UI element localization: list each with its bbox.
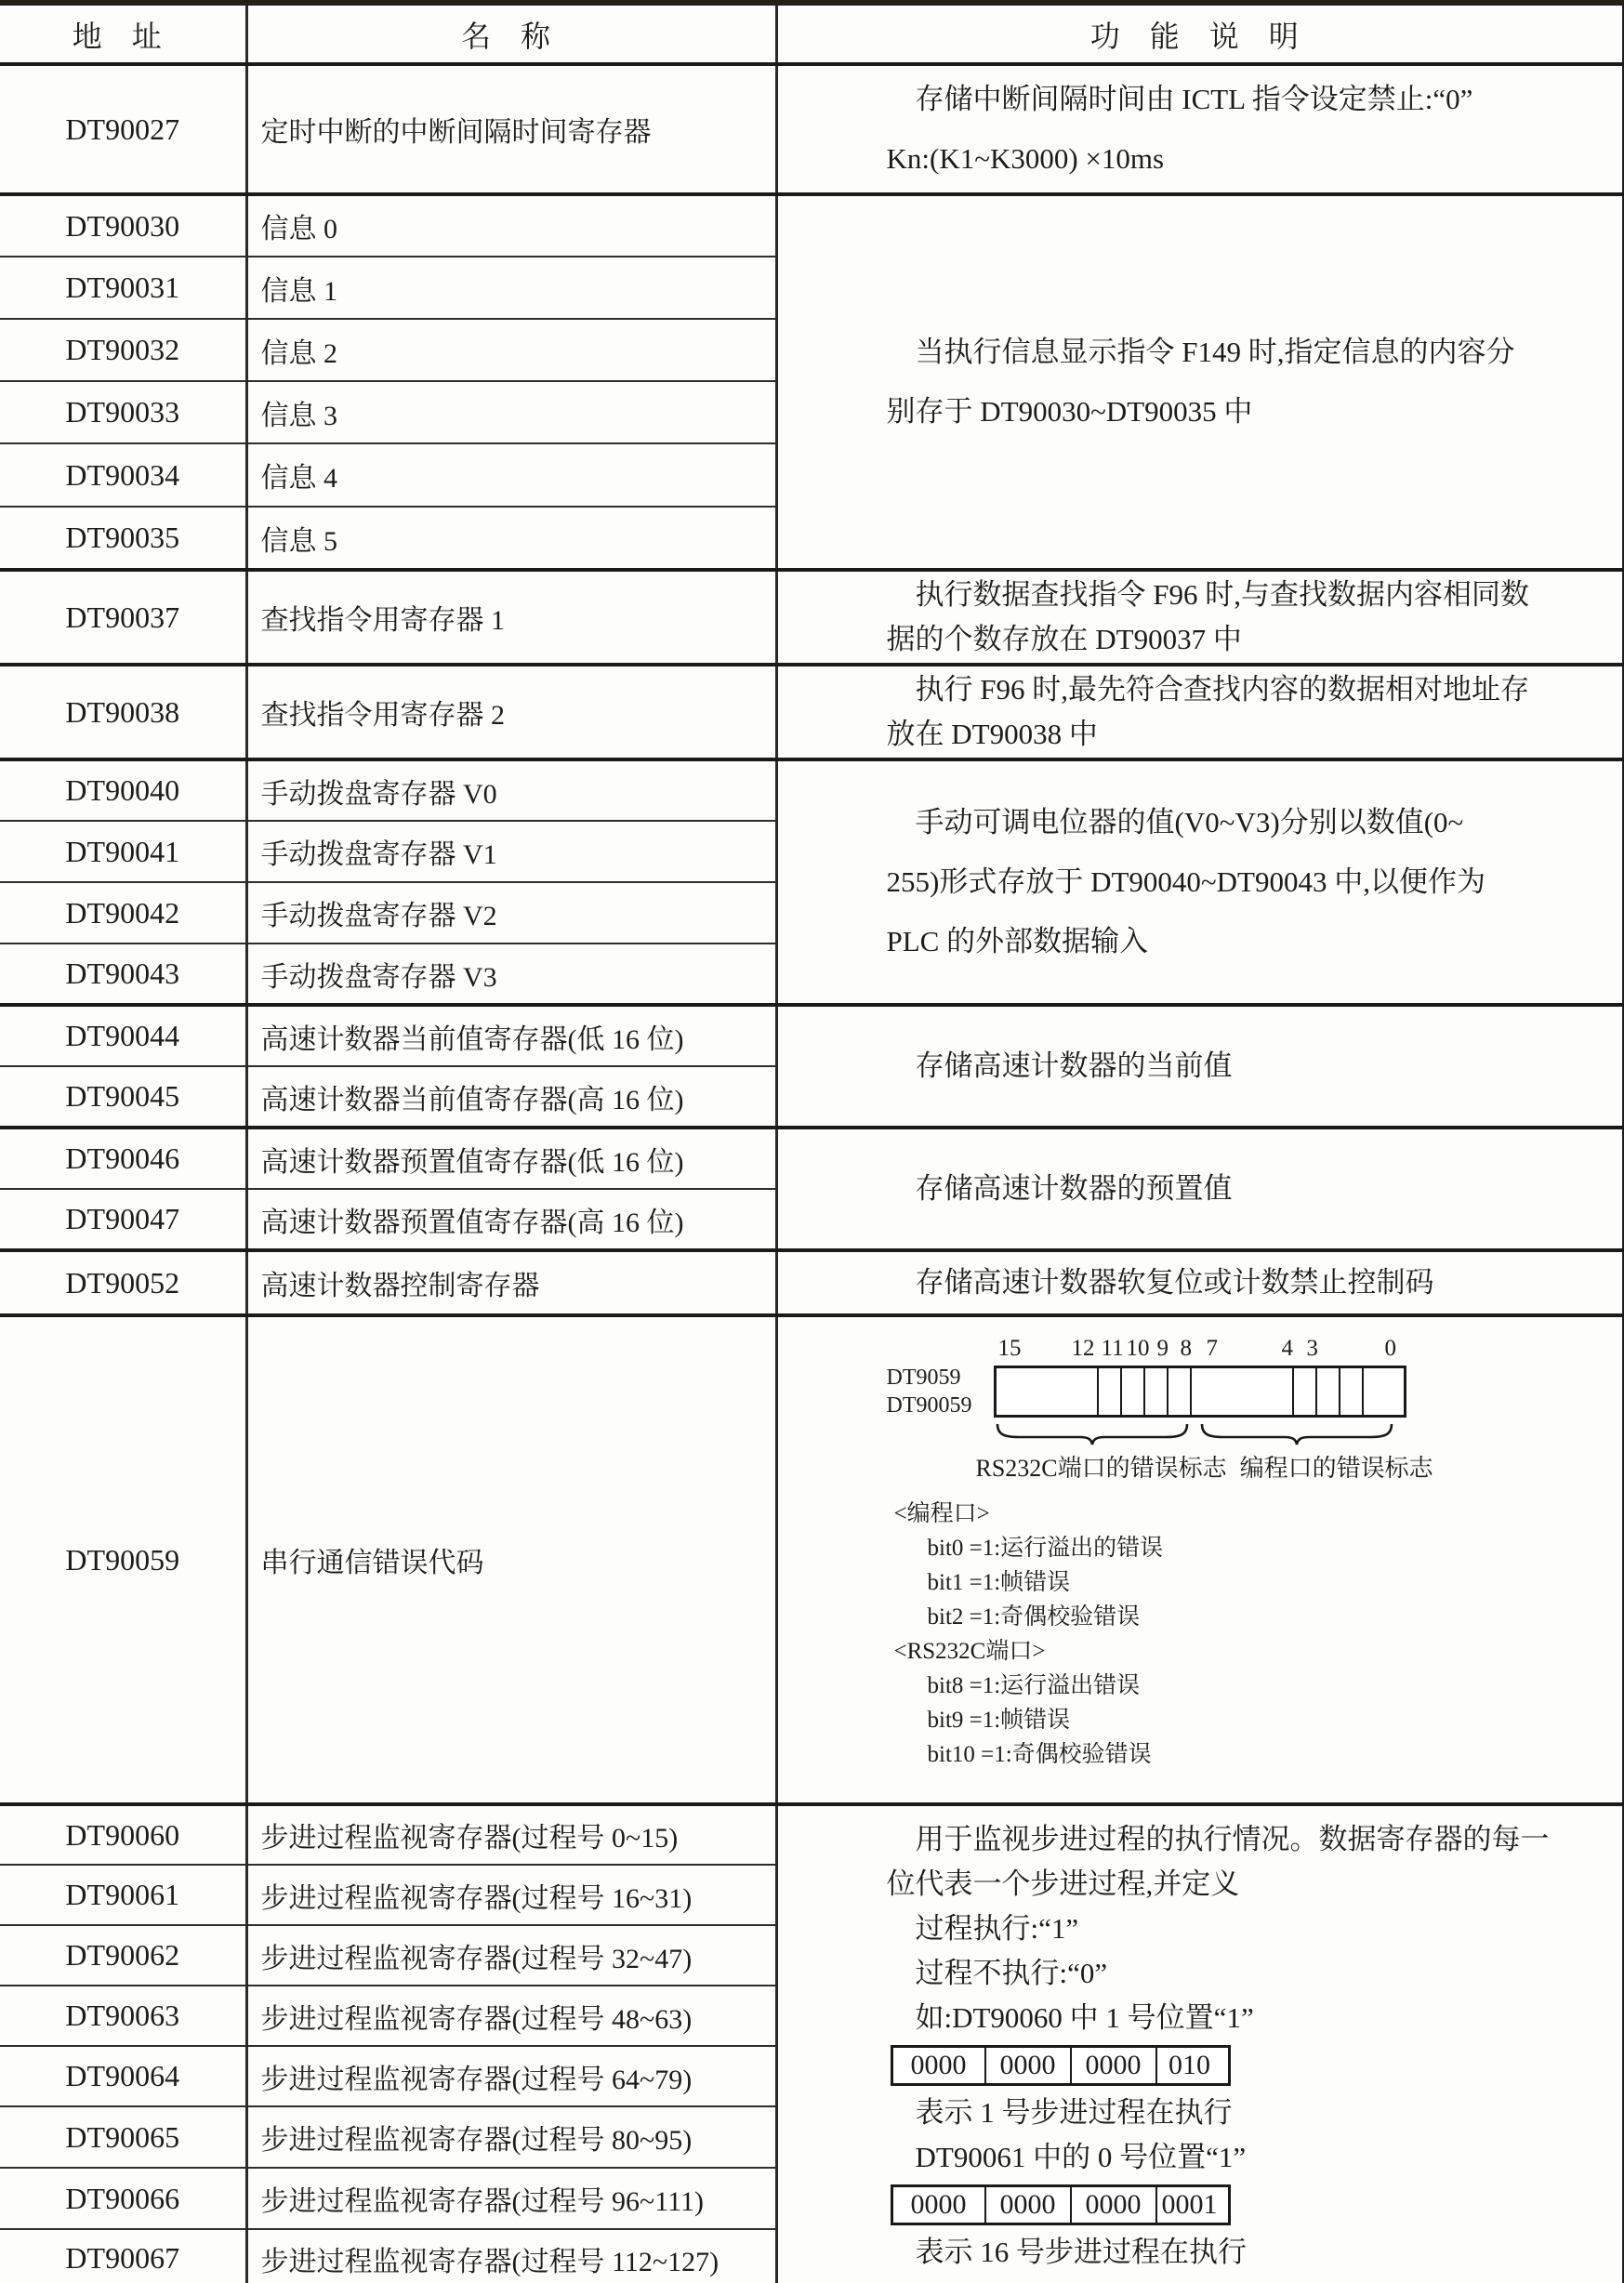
name-cell: 手动拨盘寄存器 V2	[246, 882, 776, 944]
bit-number-label: 3	[1306, 1336, 1318, 1361]
register-diagram	[887, 1364, 1623, 1419]
address-cell: DT90040	[0, 759, 246, 821]
bit-pattern-cell: 0000	[893, 2187, 986, 2223]
function-cell	[776, 665, 1624, 759]
bit-pattern-cell: 010	[1168, 2050, 1210, 2080]
address-cell: DT90038	[0, 665, 246, 759]
function-line: DT90061 中的 0 号位置“1”	[915, 2141, 1247, 2173]
underbrace-row	[995, 1421, 1623, 1445]
table-row	[0, 194, 1624, 257]
function-line: Kn:(K1~K3000) ×10ms	[886, 142, 1165, 175]
name-cell: 步进过程监视寄存器(过程号 32~47)	[246, 1925, 776, 1986]
function-line: PLC 的外部数据输入	[886, 925, 1149, 957]
table-row	[0, 1804, 1624, 1865]
name-cell: 步进过程监视寄存器(过程号 0~15)	[246, 1804, 776, 1865]
right-underbrace-icon	[1199, 1421, 1394, 1445]
function-line: 存储高速计数器软复位或计数禁止控制码	[915, 1266, 1434, 1299]
bit-pattern-cell: 0000	[986, 2048, 1072, 2083]
bit-number-label: 15	[997, 1336, 1022, 1361]
address-cell: DT90061	[0, 1865, 246, 1925]
function-line: 位代表一个步进过程,并定义	[886, 1867, 1240, 1900]
function-cell-merged	[776, 1128, 1624, 1250]
table-row	[0, 1315, 1624, 1804]
bit-def-heading: <RS232C端口>	[893, 1639, 1046, 1664]
address-cell: DT90046	[0, 1128, 246, 1189]
name-cell: 高速计数器预置值寄存器(低 16 位)	[246, 1128, 776, 1189]
address-cell: DT90066	[0, 2168, 246, 2229]
table-header-row	[0, 3, 1624, 64]
name-cell: 定时中断的中断间隔时间寄存器	[246, 64, 776, 194]
name-cell: 手动拨盘寄存器 V0	[246, 759, 776, 821]
address-cell: DT90033	[0, 381, 246, 443]
address-cell: DT90031	[0, 257, 246, 319]
register-label: DT90059	[886, 1393, 972, 1418]
name-cell: 查找指令用寄存器 2	[246, 665, 776, 759]
function-line: 执行 F96 时,最先符合查找内容的数据相对地址存	[915, 673, 1529, 706]
header-function: 功 能 说 明	[776, 3, 1624, 64]
brace-label-programming-port: 编程口的错误标志	[1239, 1455, 1433, 1482]
bit-number-label: 0	[1384, 1336, 1396, 1361]
address-cell: DT90027	[0, 64, 246, 194]
bit-cell	[1340, 1368, 1364, 1415]
address-cell: DT90043	[0, 944, 246, 1005]
address-cell: DT90063	[0, 1986, 246, 2046]
address-cell: DT90059	[0, 1315, 246, 1804]
bit-cell	[1099, 1368, 1122, 1415]
header-address: 地 址	[0, 3, 246, 64]
bit-definitions	[887, 1497, 1623, 1772]
name-cell: 查找指令用寄存器 1	[246, 570, 776, 665]
bit-cell	[1122, 1368, 1145, 1415]
bit-number-label: 9	[1156, 1336, 1168, 1361]
function-line: 255)形式存放于 DT90040~DT90043 中,以便作为	[886, 865, 1485, 898]
bit-def-line: bit1 =1:帧错误	[927, 1570, 1071, 1595]
bit-pattern-cell: 0000	[893, 2048, 986, 2083]
function-cell	[776, 64, 1624, 194]
function-line: 放在 DT90038 中	[886, 718, 1098, 750]
name-cell: 信息 4	[246, 443, 776, 507]
bit-cell	[1364, 1368, 1387, 1415]
bit-cell	[1317, 1368, 1340, 1415]
function-cell-merged	[776, 759, 1624, 1005]
function-line: 据的个数存放在 DT90037 中	[886, 623, 1242, 655]
table-row	[0, 1005, 1624, 1066]
function-line: 用于监视步进过程的执行情况。数据寄存器的每一	[915, 1823, 1550, 1855]
table-row	[0, 759, 1624, 821]
name-cell: 信息 3	[246, 381, 776, 443]
bit-def-line: bit0 =1:运行溢出的错误	[927, 1536, 1164, 1561]
bit-cell	[997, 1368, 1099, 1415]
function-line: 存储高速计数器的预置值	[915, 1172, 1233, 1205]
bit-number-label: 4	[1281, 1336, 1293, 1361]
name-cell: 手动拨盘寄存器 V1	[246, 821, 776, 882]
address-cell: DT90035	[0, 507, 246, 570]
function-line: 表示 16 号步进过程在执行	[915, 2236, 1247, 2268]
bit-cell	[1192, 1368, 1294, 1415]
name-cell: 高速计数器控制寄存器	[246, 1250, 776, 1315]
bit-def-line: bit10 =1:奇偶校验错误	[927, 1742, 1152, 1767]
table-row	[0, 665, 1624, 759]
address-cell: DT90047	[0, 1189, 246, 1250]
bit-def-line: bit9 =1:帧错误	[927, 1708, 1071, 1733]
address-cell: DT90067	[0, 2229, 246, 2283]
name-cell: 步进过程监视寄存器(过程号 48~63)	[246, 1986, 776, 2046]
bit-number-label: 8	[1180, 1336, 1192, 1361]
bit-def-line: bit8 =1:运行溢出错误	[927, 1673, 1141, 1698]
header-name: 名 称	[246, 3, 776, 64]
function-line: 存储高速计数器的当前值	[915, 1049, 1233, 1082]
address-cell: DT90065	[0, 2106, 246, 2168]
underbrace-labels	[976, 1449, 1623, 1484]
address-cell: DT90042	[0, 882, 246, 944]
bit-number-row	[994, 1336, 1412, 1364]
bit-pattern-cell: 0001	[1161, 2189, 1218, 2220]
function-line: 过程执行:“1”	[915, 1912, 1079, 1945]
brace-label-rs232c: RS232C端口的错误标志	[975, 1455, 1227, 1482]
function-cell-merged	[776, 1005, 1624, 1128]
function-line: 执行数据查找指令 F96 时,与查找数据内容相同数	[915, 578, 1529, 611]
name-cell: 高速计数器当前值寄存器(高 16 位)	[246, 1066, 776, 1128]
function-line: 过程不执行:“0”	[915, 1957, 1108, 1989]
table-row	[0, 1128, 1624, 1189]
register-label: DT9059	[886, 1366, 961, 1390]
address-cell: DT90032	[0, 319, 246, 381]
bit-number-label: 12	[1071, 1336, 1095, 1361]
name-cell: 信息 5	[246, 507, 776, 570]
name-cell: 信息 1	[246, 257, 776, 319]
name-cell: 手动拨盘寄存器 V3	[246, 944, 776, 1005]
address-cell: DT90041	[0, 821, 246, 882]
bit-pattern-box	[891, 2184, 1231, 2225]
bit-pattern-cell: 0000	[986, 2187, 1072, 2223]
function-line: 当执行信息显示指令 F149 时,指定信息的内容分	[915, 336, 1515, 368]
bit-number-label: 11	[1101, 1336, 1124, 1361]
bit-number-label: 7	[1206, 1336, 1218, 1361]
function-line: 别存于 DT90030~DT90035 中	[886, 395, 1253, 428]
address-cell: DT90060	[0, 1804, 246, 1865]
function-cell-merged	[776, 1804, 1624, 2283]
name-cell: 高速计数器当前值寄存器(低 16 位)	[246, 1005, 776, 1066]
bit-cell	[1294, 1368, 1317, 1415]
register-labels	[887, 1364, 994, 1419]
bit-def-heading: <编程口>	[893, 1501, 990, 1526]
function-line: 表示 1 号步进过程在执行	[915, 2096, 1233, 2129]
table-row	[0, 64, 1624, 194]
left-underbrace-icon	[995, 1421, 1190, 1445]
bit-pattern-cell: 0000	[1072, 2187, 1157, 2223]
table-row	[0, 1250, 1624, 1315]
function-cell	[776, 1250, 1624, 1315]
bit-pattern-box	[891, 2045, 1231, 2086]
bit-def-line: bit2 =1:奇偶校验错误	[927, 1604, 1141, 1630]
name-cell: 信息 2	[246, 319, 776, 381]
function-cell-merged	[776, 194, 1624, 570]
bit-number-label: 10	[1126, 1336, 1150, 1361]
address-cell: DT90064	[0, 2046, 246, 2106]
address-cell: DT90030	[0, 194, 246, 257]
address-cell: DT90037	[0, 570, 246, 665]
bit-field-box	[994, 1366, 1406, 1418]
address-cell: DT90044	[0, 1005, 246, 1066]
name-cell: 步进过程监视寄存器(过程号 64~79)	[246, 2046, 776, 2106]
bit-cell	[1145, 1368, 1168, 1415]
name-cell: 步进过程监视寄存器(过程号 112~127)	[246, 2229, 776, 2283]
function-line: 手动可调电位器的值(V0~V3)分别以数值(0~	[915, 806, 1464, 838]
address-cell: DT90045	[0, 1066, 246, 1128]
function-cell-diagram	[776, 1315, 1624, 1804]
name-cell: 步进过程监视寄存器(过程号 16~31)	[246, 1865, 776, 1925]
address-cell: DT90034	[0, 443, 246, 507]
name-cell: 高速计数器预置值寄存器(高 16 位)	[246, 1189, 776, 1250]
address-cell: DT90052	[0, 1250, 246, 1315]
name-cell: 步进过程监视寄存器(过程号 96~111)	[246, 2168, 776, 2229]
function-line: 如:DT90060 中 1 号位置“1”	[915, 2001, 1254, 2034]
name-cell: 步进过程监视寄存器(过程号 80~95)	[246, 2106, 776, 2168]
address-cell: DT90062	[0, 1925, 246, 1986]
table-row	[0, 570, 1624, 665]
name-cell: 串行通信错误代码	[246, 1315, 776, 1804]
function-cell	[776, 570, 1624, 665]
function-line: 存储中断间隔时间由 ICTL 指令设定禁止:“0”	[915, 83, 1473, 115]
name-cell: 信息 0	[246, 194, 776, 257]
bit-pattern-cell: 0000	[1072, 2048, 1157, 2083]
bit-cell	[1168, 1368, 1192, 1415]
